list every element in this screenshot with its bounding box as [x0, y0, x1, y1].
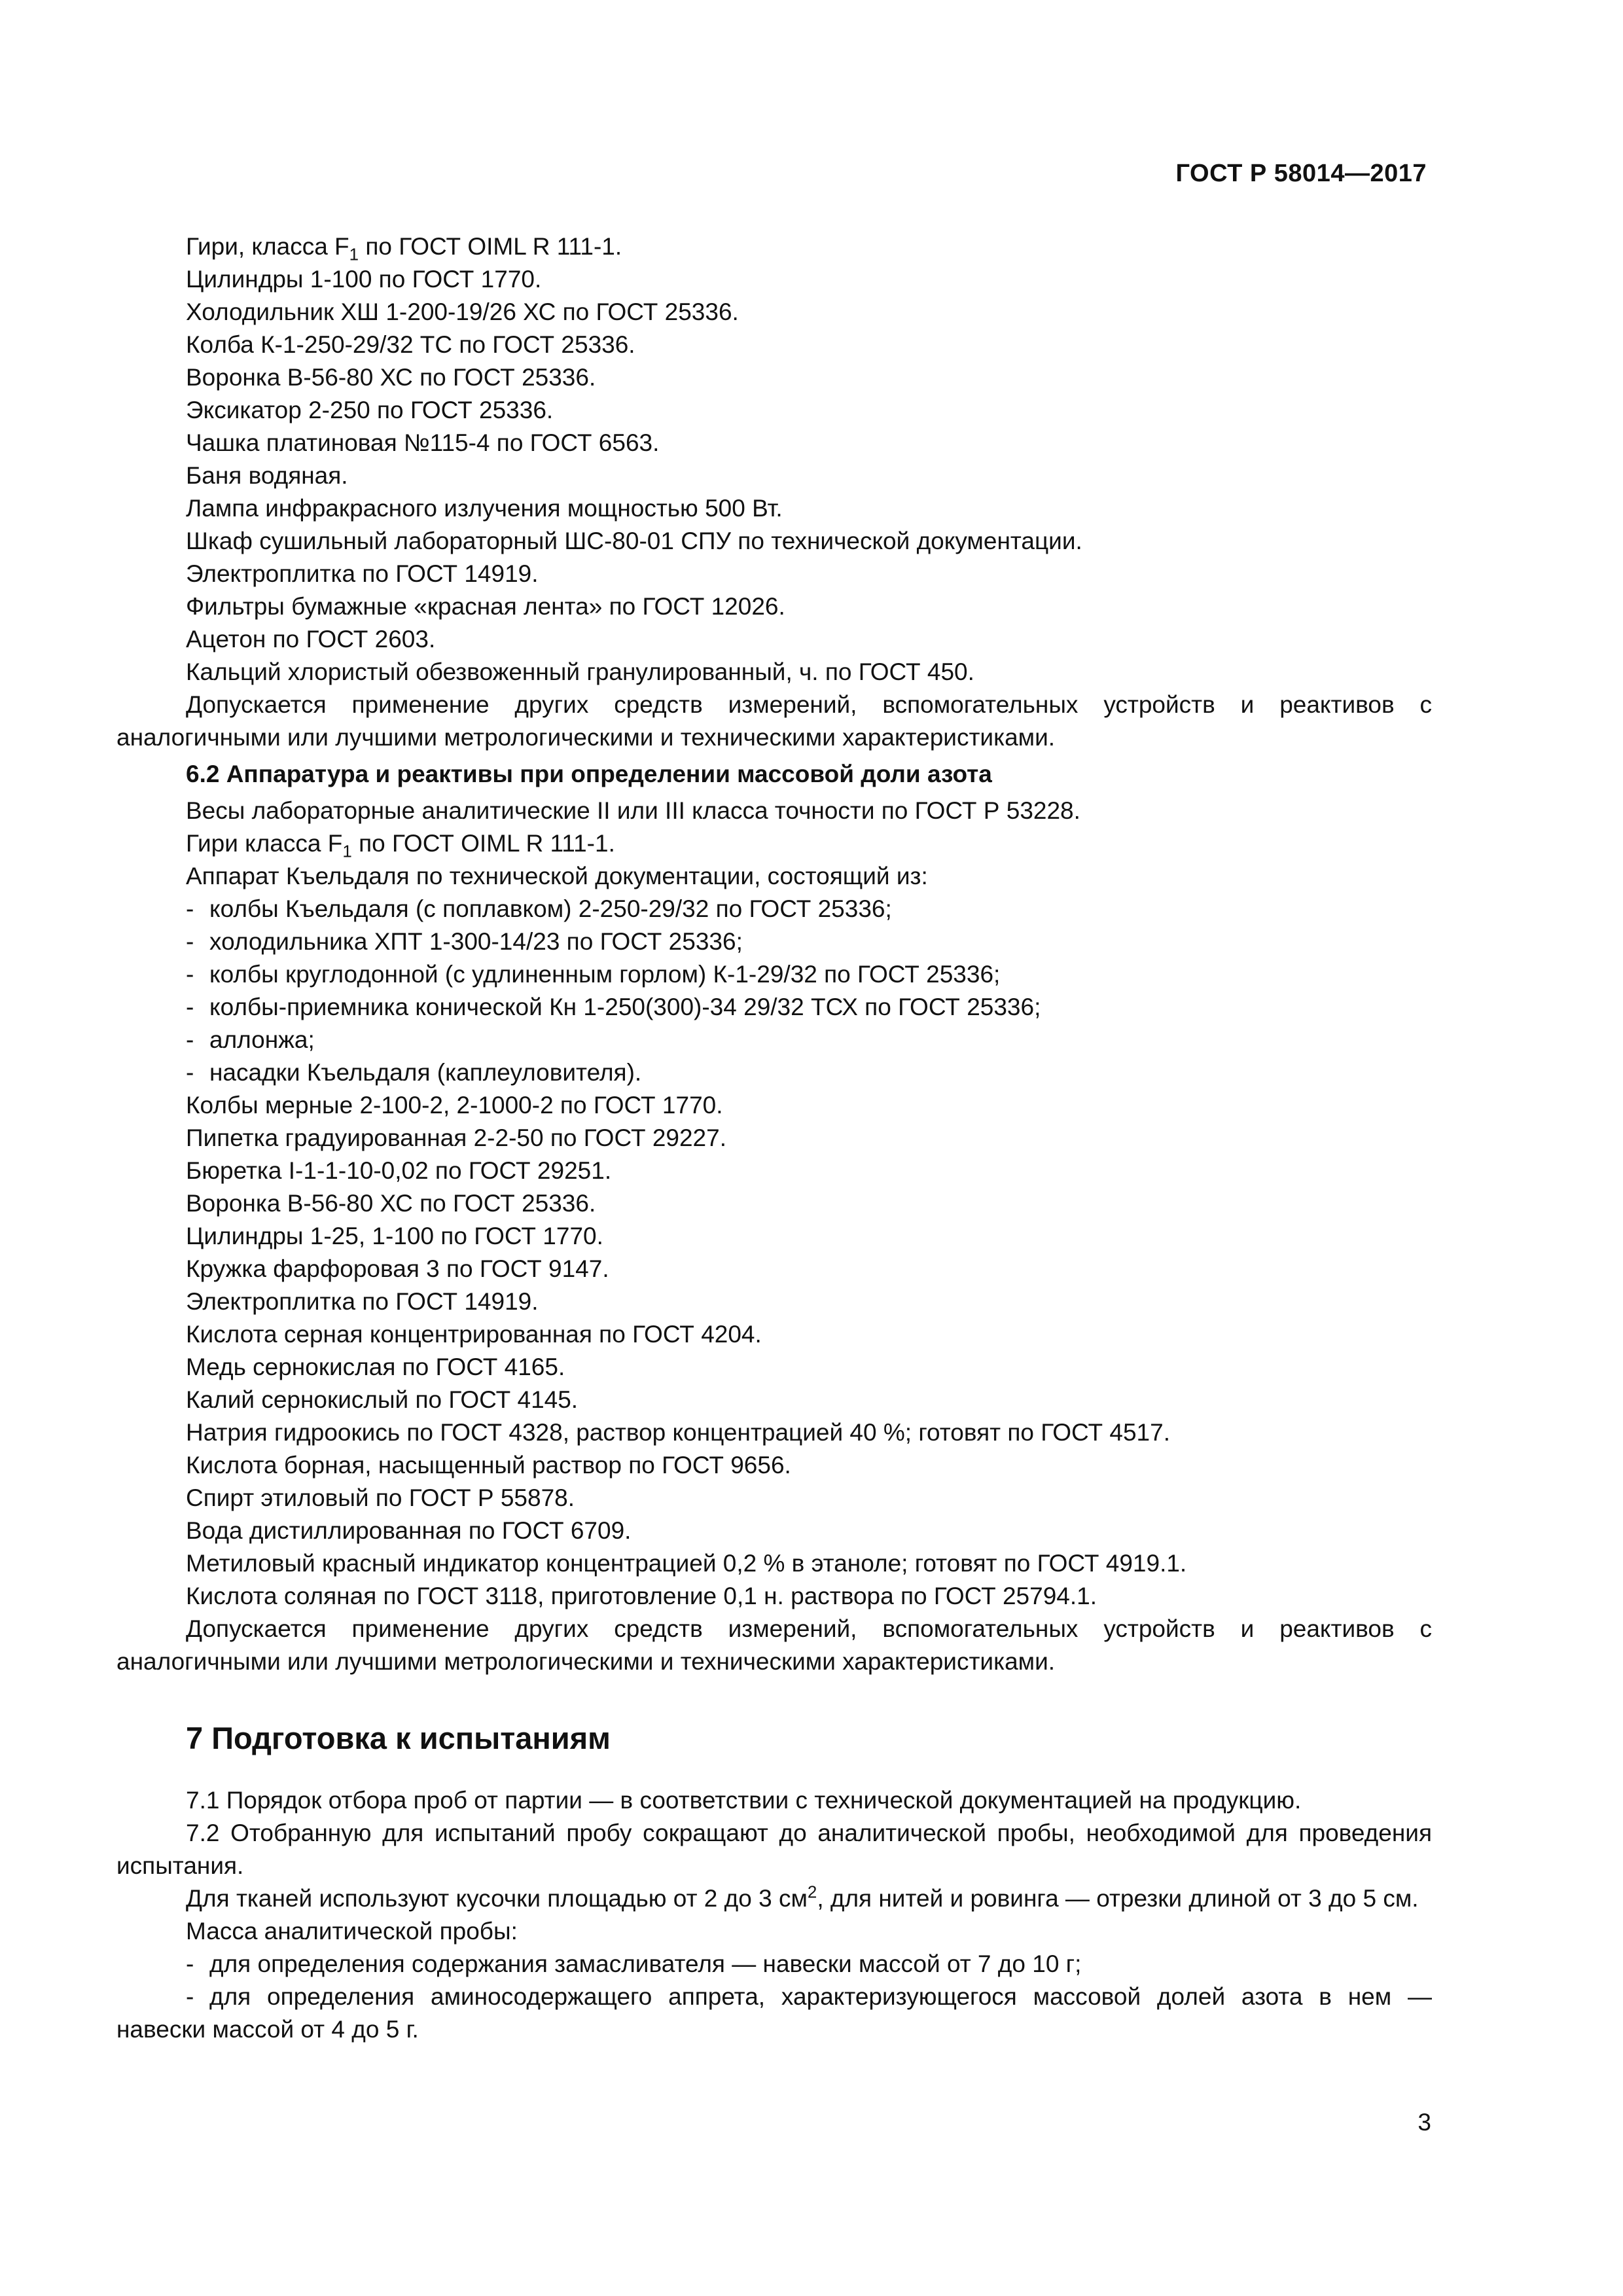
fabrics-paragraph: Для тканей используют кусочки площадью от 2 до 3 $см^2$, для нитей и ровинга — отрезки длиной от 3 до 5 см. — [186, 1883, 1419, 1912]
list-item: Колба К-1-250-29/32 ТС по ГОСТ 25336. — [186, 331, 635, 358]
list-item: Гири класса $F_1$ по ГОСТ OIML R 111-1. — [186, 830, 615, 861]
page-number: 3 — [1418, 2109, 1431, 2136]
list-item: Воронка В-56-80 ХС по ГОСТ 25336. — [186, 364, 596, 391]
list-item: Спирт этиловый по ГОСТ Р 55878. — [186, 1484, 575, 1511]
dash-item: - колбы-приемника конической Кн 1-250(300)-34 29/32 ТСХ по ГОСТ 25336; — [186, 994, 1041, 1020]
list-item: Цилиндры 1-100 по ГОСТ 1770. — [186, 266, 542, 293]
list-item: Ацетон по ГОСТ 2603. — [186, 626, 436, 653]
list-item: Метиловый красный индикатор концентрацией 0,2 % в этаноле; готовят по ГОСТ 4919.1. — [186, 1550, 1187, 1577]
allowance-paragraph: Допускается применение других средств измерений, вспомогательных устройств и реактивов с аналогичными или лучшими метрологическими и техническими характеристиками. — [116, 691, 1432, 751]
document-body — [116, 230, 1432, 2046]
dash-item: - колбы Къельдаля (с поплавком) 2-250-29/32 по ГОСТ 25336; — [186, 895, 892, 922]
list-item: Натрия гидроокись по ГОСТ 4328, раствор концентрацией 40 %; готовят по ГОСТ 4517. — [186, 1419, 1170, 1446]
list-item: Эксикатор 2-250 по ГОСТ 25336. — [186, 397, 554, 423]
dash-item: - холодильника ХПТ 1-300-14/23 по ГОСТ 25336; — [186, 928, 743, 955]
list-item: Пипетка градуированная 2-2-50 по ГОСТ 29227. — [186, 1124, 726, 1151]
dash-item: - аллонжа; — [186, 1026, 315, 1053]
list-item: Бюретка I-1-1-10-0,02 по ГОСТ 29251. — [186, 1157, 612, 1184]
list-item: Колбы мерные 2-100-2, 2-1000-2 по ГОСТ 1770. — [186, 1092, 723, 1119]
mass-intro: Масса аналитической пробы: — [186, 1918, 518, 1945]
allowance-paragraph: Допускается применение других средств измерений, вспомогательных устройств и реактивов с аналогичными или лучшими метрологическими и техническими характеристиками. — [116, 1615, 1432, 1675]
list-item: Гири, класса $F_1$ по ГОСТ OIML R 111-1. — [186, 233, 622, 264]
list-item: Баня водяная. — [186, 462, 348, 489]
list-item: Воронка В-56-80 ХС по ГОСТ 25336. — [186, 1190, 596, 1217]
list-item: Цилиндры 1-25, 1-100 по ГОСТ 1770. — [186, 1223, 603, 1249]
list-item: Электроплитка по ГОСТ 14919. — [186, 560, 539, 587]
list-item: Фильтры бумажные «красная лента» по ГОСТ 12026. — [186, 593, 785, 620]
list-item: Калий сернокислый по ГОСТ 4145. — [186, 1386, 579, 1413]
list-item: Вода дистиллированная по ГОСТ 6709. — [186, 1517, 632, 1544]
dash-item: - для определения содержания замасливателя — навески массой от 7 до 10 г; — [186, 1950, 1082, 1977]
paragraph-7-1: 7.1 Порядок отбора проб от партии — в соответствии с технической документацией на продукцию. — [186, 1787, 1302, 1814]
dash-item: - колбы круглодонной (с удлиненным горлом) К-1-29/32 по ГОСТ 25336; — [186, 961, 1001, 988]
list-item: Чашка платиновая №115-4 по ГОСТ 6563. — [186, 429, 660, 456]
section-title: 7 Подготовка к испытаниям — [186, 1721, 611, 1755]
list-item: Лампа инфракрасного излучения мощностью 500 Вт. — [186, 495, 783, 522]
document-header: ГОСТ Р 58014—2017 — [1175, 160, 1427, 187]
list-item: Аппарат Къельдаля по технической документации, состоящий из: — [186, 863, 928, 889]
list-item: Кислота борная, насыщенный раствор по ГОСТ 9656. — [186, 1452, 791, 1479]
list-item: Медь сернокислая по ГОСТ 4165. — [186, 1354, 565, 1380]
paragraph-7-2: 7.2 Отобранную для испытаний пробу сокращают до аналитической пробы, необходимой для проведения испытания. — [116, 1820, 1432, 1879]
subsection-heading: 6.2 Аппаратура и реактивы при определении массовой доли азота — [186, 761, 992, 787]
dash-item: - насадки Къельдаля (каплеуловителя). — [186, 1059, 642, 1086]
list-item: Кислота серная концентрированная по ГОСТ 4204. — [186, 1321, 762, 1348]
list-item: Кальций хлористый обезвоженный гранулированный, ч. по ГОСТ 450. — [186, 658, 974, 685]
list-item: Шкаф сушильный лабораторный ШС-80-01 СПУ по технической документации. — [186, 528, 1082, 554]
list-item: Весы лабораторные аналитические II или III класса точности по ГОСТ Р 53228. — [186, 797, 1080, 824]
dash-item: - для определения аминосодержащего аппрета, характеризующегося массовой долей азота в нем — навески массой от 4 до 5 г. — [116, 1983, 1432, 2043]
list-item: Кружка фарфоровая 3 по ГОСТ 9147. — [186, 1255, 609, 1282]
list-item: Кислота соляная по ГОСТ 3118, приготовление 0,1 н. раствора по ГОСТ 25794.1. — [186, 1583, 1097, 1609]
list-item: Холодильник ХШ 1-200-19/26 ХС по ГОСТ 25336. — [186, 298, 739, 325]
list-item: Электроплитка по ГОСТ 14919. — [186, 1288, 539, 1315]
